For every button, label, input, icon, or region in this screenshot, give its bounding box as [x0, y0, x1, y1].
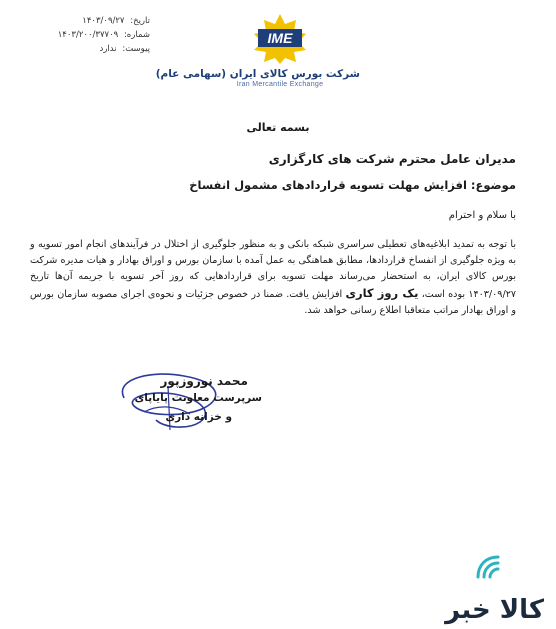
body-highlight: یک روز کاری	[345, 286, 419, 300]
date-row	[40, 14, 150, 28]
signer-title-line2: و خزانه داری	[165, 411, 232, 423]
signer-title-line1: سرپرست معاونت پایاپای	[134, 392, 262, 404]
attachment-label: پیوست:	[122, 44, 150, 54]
company-logo	[155, 12, 360, 112]
attachment-row	[40, 42, 150, 56]
letter-body	[30, 237, 516, 319]
company-name-fa: شرکت بورس کالای ایران (سهامی عام)	[155, 68, 360, 80]
ime-logo-icon	[248, 12, 312, 64]
site-watermark	[445, 553, 546, 625]
number-label: شماره:	[123, 30, 150, 40]
letter-subject: موضوع: افزایش مهلت تسویه قراردادهای مشمول انفساخ	[189, 178, 516, 192]
broadcast-waves-icon	[474, 553, 504, 581]
signer-name: محمد نوروزپور	[160, 374, 248, 388]
letter-recipient: مدیران عامل محترم شرکت های کارگزاری	[268, 152, 516, 166]
letter-meta	[40, 14, 150, 56]
company-name-en: Iran Mercantile Exchange	[236, 81, 324, 88]
bismillah-heading: بسمه تعالی	[246, 121, 310, 134]
logo-mark-text: IME	[267, 30, 293, 46]
attachment-value: ندارد	[99, 44, 117, 54]
letter-salutation: با سلام و احترام	[448, 210, 516, 221]
body-text-part2: افزایش یافت. ضمنا در خصوص جزئیات و نحوه‌ی اجرای مصوبه سازمان بورس و اوراق بهادار مراتب متعاقبا اطلاع رسانی خواهد شد.	[30, 289, 516, 316]
watermark-brand: کالا خبر	[445, 595, 544, 625]
number-row	[40, 28, 150, 42]
date-label: تاریخ:	[130, 16, 150, 26]
body-text-part1: با توجه به تمدید ابلاغیه‌های تعطیلی سراسری شبکه بانکی و به منظور جلوگیری از اختلال در فرآیندهای انجام امور تسویه و به ویژه جلوگیری از انفساخ قراردادها، مطابق هماهنگی به عمل آمده با سازمان بورس و اوراق بهادار و هیات مدیره شرکت بورس کالای ایران، به استحضار می‌رساند مهلت تسویه برای قراردادهایی که روز آخر تسویه با جریمه آن‌ها تاریخ ۱۴۰۳/۰۹/۲۷ بوده است،	[30, 239, 517, 300]
signature-block	[112, 374, 262, 454]
date-value: ۱۴۰۳/۰۹/۲۷	[82, 16, 125, 26]
number-value: ۱۴۰۳/۲۰۰/۳۷۷۰۹	[57, 30, 119, 40]
